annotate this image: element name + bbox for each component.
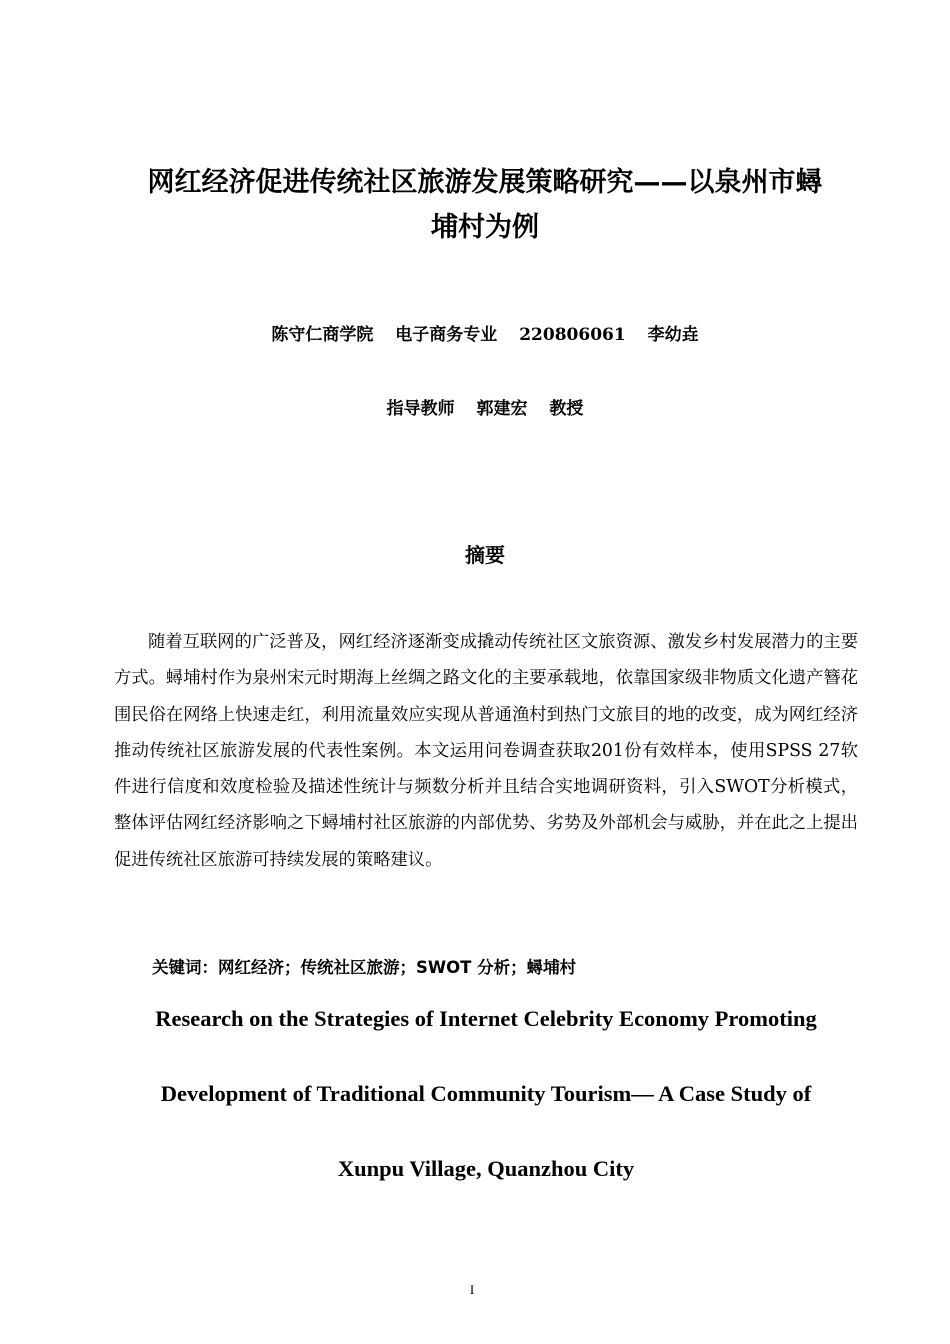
- abstract-heading: 摘要: [465, 543, 505, 567]
- title-line-2: 埔村为例: [431, 212, 539, 243]
- title-line-1: 网红经济促进传统社区旅游发展策略研究——以泉州市蟳: [147, 167, 823, 198]
- author-student-id: 220806061: [519, 325, 626, 345]
- keywords: 关键词：网红经济；传统社区旅游；SWOT 分析；蟳埔村: [152, 958, 577, 977]
- advisor-line: [110, 396, 860, 422]
- english-title-line-2: Development of Traditional Community Tourism— A Case Study of: [160, 1081, 812, 1106]
- english-title-line-3: Xunpu Village, Quanzhou City: [337, 1156, 635, 1181]
- abstract-body: 随着互联网的广泛普及，网红经济逐渐变成撬动传统社区文旅资源、激发乡村发展潜力的主要方式。蟳埔村作为泉州宋元时期海上丝绸之路文化的主要承载地，依靠国家级非物质文化遗产簪花围民俗在网络上快速走红，利用流量效应实现从普通渔村到热门文旅目的地的改变，成为网红经济推动传统社区旅游发展的代表性案例。本文运用问卷调查获取201份有效样本，使用SPSS 27软件进行信度和效度检验及描述性统计与频数分析并且结合实地调研资料，引入SWOT分析模式，整体评估网红经济影响之下蟳埔村社区旅游的内部优势、劣势及外部机会与威胁，并在此之上提出促进传统社区旅游可持续发展的策略建议。: [114, 632, 858, 870]
- english-title: [100, 1000, 872, 1225]
- advisor-rank: 教授: [549, 399, 584, 419]
- advisor-name: 郭建宏: [476, 399, 528, 419]
- author-name: 李幼垚: [647, 325, 699, 345]
- advisor-label: 指导教师: [386, 399, 455, 419]
- english-title-line-1: Research on the Strategies of Internet Celebrity Economy Promoting: [155, 1006, 817, 1031]
- page-number: I: [469, 1282, 475, 1297]
- author-major: 电子商务专业: [395, 325, 498, 345]
- author-line: [110, 322, 860, 348]
- author-school: 陈守仁商学院: [271, 325, 374, 345]
- page-title: [110, 160, 860, 250]
